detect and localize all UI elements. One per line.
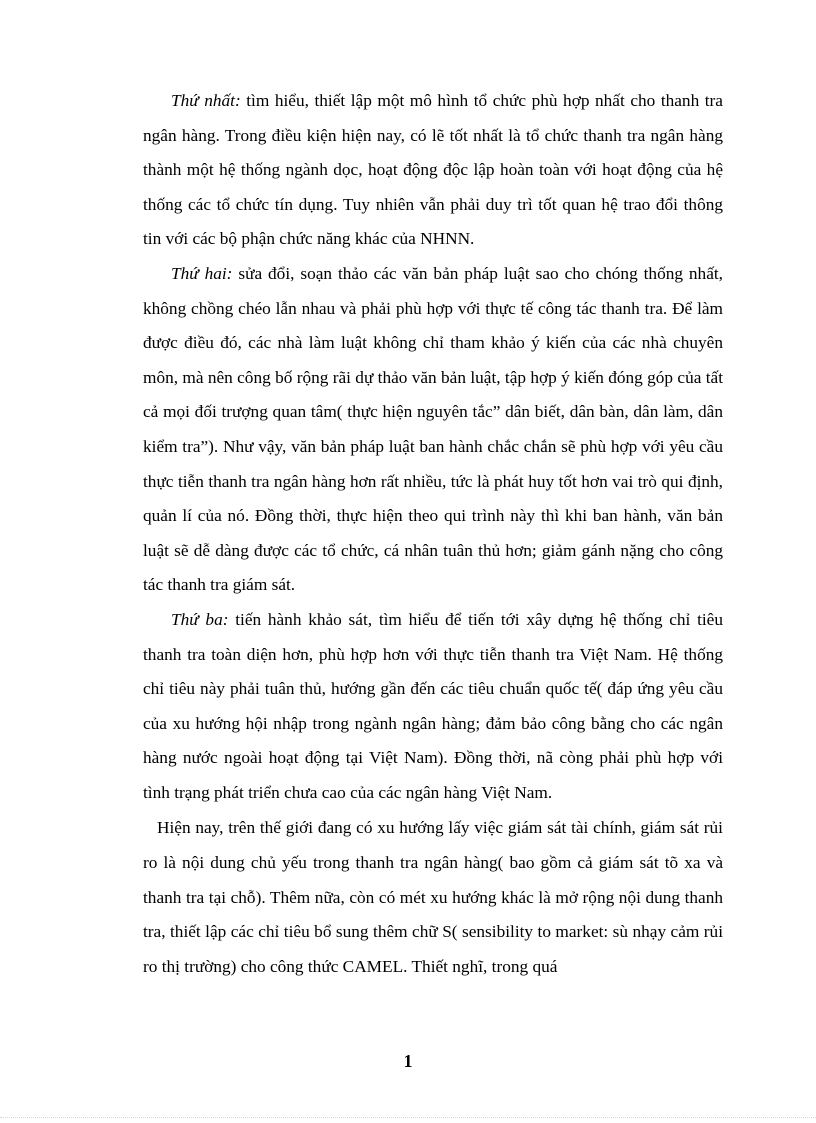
body-text xyxy=(143,84,723,984)
paragraph-third xyxy=(143,603,723,811)
paragraph-first xyxy=(143,84,723,257)
paragraph-first-lead: Thứ nhất: xyxy=(171,91,241,110)
page-edge-divider xyxy=(0,1117,816,1118)
paragraph-fourth xyxy=(143,811,723,984)
paragraph-second-text: sửa đổi, soạn thảo các văn bản pháp luật sao cho chóng thống nhất, không chồng chéo lẫn nhau và phải phù hợp với thực tế công tác thanh tra. Để làm được điều đó, các nhà làm luật không chỉ tham khảo ý kiến của các nhà chuyên môn, mà nên công bố rộng rãi dự thảo văn bản luật, tập hợp ý kiến đóng góp của tất cả mọi đối trượng quan tâm( thực hiện nguyên tắc” dân biết, dân bàn, dân làm, dân kiểm tra”). Như vậy, văn bản pháp luật ban hành chắc chắn sẽ phù hợp với yêu cầu thực tiễn thanh tra ngân hàng hơn rất nhiều, tức là phát huy tốt hơn vai trò qui định, quản lí của nó. Đồng thời, thực hiện theo qui trình này thì khi ban hành, văn bản luật sẽ dễ dàng được các tổ chức, cá nhân tuân thủ hơn; giảm gánh nặng cho công tác thanh tra giám sát. xyxy=(143,263,723,595)
paragraph-third-lead: Thứ ba: xyxy=(171,609,229,629)
paragraph-first-text: tìm hiểu, thiết lập một mô hình tổ chức phù hợp nhất cho thanh tra ngân hàng. Trong điều kiện hiện nay, có lẽ tốt nhất là tổ chức thanh tra ngân hàng thành một hệ thống ngành dọc, hoạt động độc lập hoàn toàn với hoạt động của hệ thống các tổ chức tín dụng. Tuy nhiên vẫn phải duy trì tốt quan hệ trao đổi thông tin với các bộ phận chức năng khác của NHNN. xyxy=(143,91,723,249)
paragraph-second-lead: Thứ hai: xyxy=(171,263,233,283)
paragraph-fourth-text: Hiện nay, trên thế giới đang có xu hướng lấy việc giám sát tài chính, giám sát rủi ro là nội dung chủ yếu trong thanh tra ngân hàng( bao gồm cả giám sát tõ xa và thanh tra tại chỗ). Thêm nữa, còn có mét xu hướng khác là mở rộng nội dung thanh tra, thiết lập các chỉ tiêu bổ sung thêm chữ S( sensibility to market: sù nhạy cảm rủi ro thị trường) cho công thức CAMEL. Thiết nghĩ, trong quá xyxy=(143,818,723,976)
paragraph-second xyxy=(143,257,723,603)
page-number: 1 xyxy=(403,1051,413,1071)
paragraph-third-text: tiến hành khảo sát, tìm hiểu để tiến tới xây dựng hệ thống chỉ tiêu thanh tra toàn diện hơn, phù hợp hơn với thực tiễn thanh tra Việt Nam. Hệ thống chỉ tiêu này phải tuân thủ, hướng gần đến các tiêu chuẩn quốc tế( đáp ứng yêu cầu của xu hướng hội nhập trong ngành ngân hàng; đảm bảo công bằng cho các ngân hàng nước ngoài hoạt động tại Việt Nam). Đồng thời, nã còng phải phù hợp với tình trạng phát triển chưa cao của các ngân hàng Việt Nam. xyxy=(143,609,723,802)
